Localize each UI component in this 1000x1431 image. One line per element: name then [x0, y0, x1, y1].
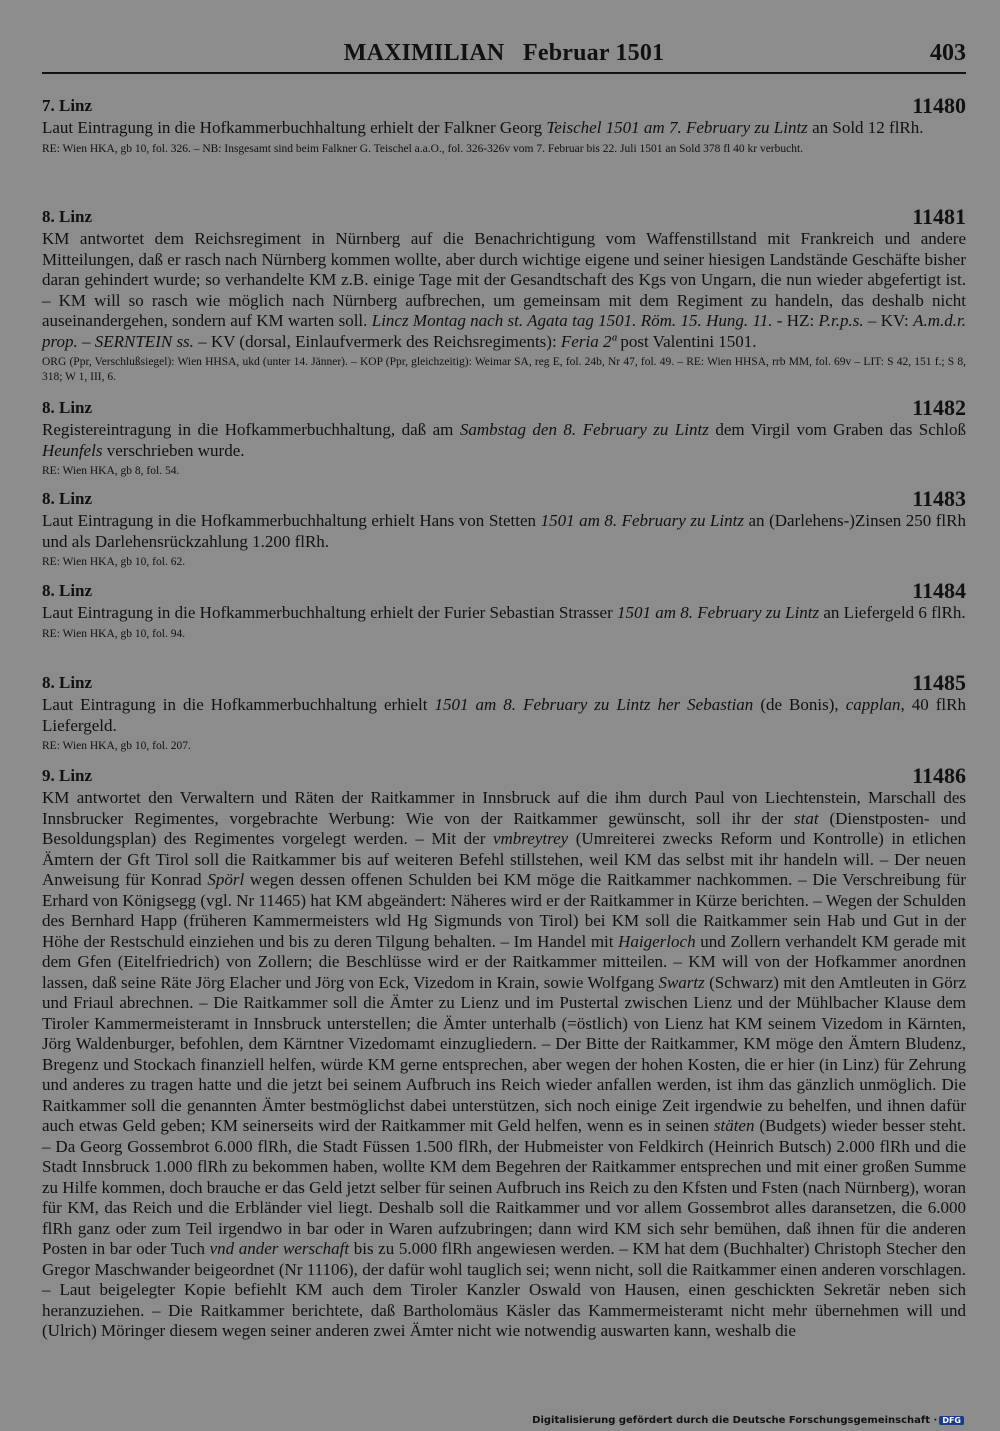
- italic-quote: 1501 am 8. February zu Lintz: [540, 511, 744, 530]
- entry-source: RE: Wien HKA, gb 10, fol. 94.: [42, 627, 186, 640]
- italic-quote: Spörl: [207, 870, 245, 889]
- italic-quote: Swartz: [658, 972, 705, 992]
- text-run: Laut Eintragung in die Hofkammerbuchhaltung erhielt der Falkner Georg: [42, 118, 547, 137]
- text-run: post Valentini 1501.: [616, 331, 757, 351]
- text-run: verschrieben wurde.: [102, 440, 245, 460]
- entry-source: RE: Wien HKA, gb 10, fol. 62.: [42, 556, 186, 568]
- text-run: (Budgets) wieder besser steht. – Da Georg Gossembrot 6.000 flRh, die Stadt Füssen 1.500 flRh, der Hubmeister von Feldkirch (Heinrich Butsch) 2.000 flRh und die Stadt Innsbruck 1.000 flRh zu bekommen haben, wollte KM dem Begehren der Raitkammer entsprechen und mit einer großen Summe zu Hilfe kommen, doch brauche er das Geld jetzt selber für seinen Aufbruch ins Reich zu den Kfsten und Fsten (nach Nürnberg), woran für KM, das Reich und die Erbländer viel liegt. Deshalb soll die Raitkammer und vor allem Gossembrot alles daransetzen, die 6.000 flRh ganz oder zum Teil irgendwo in bar oder in Waren aufzubringen; dann wird KM sich sehr bemühen, daß ihnen für die anderen Posten in bar oder Tuch: [42, 1116, 967, 1258]
- regest-entry: [42, 93, 966, 156]
- entry-text: [42, 420, 966, 461]
- italic-quote: capplan: [845, 695, 901, 714]
- italic-quote: stäten: [713, 1116, 755, 1135]
- entry-place: 7. Linz: [42, 96, 93, 115]
- italic-quote: vmbreytrey: [492, 829, 569, 848]
- italic-quote: Sambstag den 8. February zu Lintz: [459, 420, 709, 439]
- italic-quote: stat: [794, 808, 819, 828]
- text-run: (Umreiterei zwecks Reform und Kontrolle) in etlichen Ämtern der Gft Tirol soll die Raitkammer bis auf weiteren Befehl stillstehen, weil KM das selbst mit ihr handeln will. – Der neuen Anweisung für Konrad: [42, 829, 966, 889]
- text-run: - HZ:: [772, 311, 819, 330]
- regest-entry: [42, 763, 967, 1342]
- text-run: –: [77, 331, 95, 351]
- entry-place: 8. Linz: [42, 489, 93, 508]
- text-run: KM antwortet den Verwaltern und Räten der Raitkammer in Innsbruck auf die ihm durch Paul von Liechtenstein, Marschall des Innsbrucker Regimentes, vorgebrachte Werbung: Wie von der Raitkammer gewünscht, soll ihr der: [42, 788, 966, 828]
- entry-place: 9. Linz: [42, 766, 93, 785]
- text-run: Laut Eintragung in die Hofkammerbuchhaltung erhielt: [42, 695, 435, 714]
- entry-source: RE: Wien HKA, gb 10, fol. 326. – NB: Insgesamt sind beim Falkner G. Teischel a.a.O., fol. 326-326v vom 7. Februar bis 22. Juli 1501 an Sold 378 fl 40 kr verbucht.: [42, 142, 804, 155]
- entry-number: 11483: [912, 486, 966, 511]
- text-run: KM antwortet dem Reichsregiment in Nürnberg auf die Benachrichtigung vom Waffenstillstand mit Frankreich und andere Mitteilungen, daß er rasch nach Nürnberg kommen wollte, aber durch wichtige eigene und seiner hiesigen Landstände Geschäfte bisher daran gehindert wurde; so verhandelte KM z.B. einige Tage mit der Gesandtschaft des Kgs von Ungarn, die nun wieder abgefertigt ist. – KM will so rasch wie möglich nach Nürnberg aufbrechen, um gemeinsam mit dem Regiment zu handeln, das deshalb nicht auseinandergehen, sondern auf KM warten soll.: [42, 229, 966, 330]
- entry-text: [42, 118, 966, 139]
- page-title: MAXIMILIAN Februar 1501: [343, 40, 665, 66]
- text-run: bis zu 5.000 flRh angewiesen werden. – KM hat dem (Buchhalter) Christoph Stecher den Gregor Maschwander beigeordnet (Nr 11106), der dafür wohl tauglich sei; wenn nicht, soll die Raitkammer einen anderen vorschlagen. – Laut beigelegter Kopie befiehlt KM auch dem Tiroler Kanzler Oswald von Hausen, einen geschickten Sekretär neben sich heranzuziehen. – Die Raitkammer berichtete, daß Bartholomäus Käsler das Kammermeisteramt nicht mehr übernehmen will und (Ulrich) Möringer diesem wegen seiner anderen zwei Ämter nicht wie notwendig auswarten kann, weshalb die: [42, 1239, 967, 1340]
- italic-quote: Lincz Montag nach st. Agata tag 1501. Röm. 15. Hung. 11.: [371, 311, 773, 330]
- italic-quote: 1501 am 8. February zu Lintz her Sebastian: [434, 695, 754, 714]
- italic-quote: A.m.d.r. prop.: [42, 311, 967, 351]
- italic-quote: Feria 2ª: [560, 331, 617, 351]
- footer-text: Digitalisierung gefördert durch die Deutsche Forschungsgemeinschaft ·: [532, 1415, 938, 1426]
- italic-quote: vnd ander werschaft: [209, 1239, 350, 1258]
- italic-quote: P.r.p.s.: [818, 311, 864, 330]
- text-run: , 40 flRh Liefergeld.: [42, 695, 966, 735]
- text-run: an Liefergeld 6 flRh.: [819, 603, 966, 622]
- entry-source: RE: Wien HKA, gb 10, fol. 207.: [42, 740, 191, 752]
- text-run: – KV (dorsal, Einlaufvermerk des Reichsregiments):: [193, 331, 561, 351]
- regest-entry: [42, 486, 966, 570]
- text-run: und Zollern verhandelt KM gerade mit dem Gfen (Eitelfriedrich) von Zollern; die Beschlüsse wird er der Raitkammer mitteilen. – KM will von der Hofkammer anordnen lassen, daß seine Räte Jörg Elacher und Jörg von Eck, Vizedom in Krain, sowie Wolfgang: [42, 931, 967, 992]
- text-run: an (Darlehens-)Zinsen 250 flRh und als Darlehensrückzahlung 1.200 flRh.: [42, 511, 966, 551]
- dfg-logo: DFG: [939, 1416, 964, 1425]
- entry-number: 11484: [912, 578, 966, 603]
- italic-quote: Heunfels: [42, 440, 103, 460]
- text-run: – KV:: [863, 311, 914, 330]
- entry-number: 11481: [912, 204, 966, 229]
- entry-text: [42, 788, 966, 1342]
- text-run: an Sold 12 flRh.: [807, 118, 924, 137]
- entry-number: 11482: [912, 395, 966, 420]
- regest-entry: [42, 395, 966, 479]
- text-run: dem Virgil vom Graben das Schloß: [708, 420, 966, 439]
- entry-number: 11480: [912, 93, 966, 118]
- entry-place: 8. Linz: [42, 207, 93, 226]
- text-run: (Schwarz) mit den Amtleuten in Görz und Friaul abrechnen. – Die Raitkammer soll die Ämter zu Lienz und im Pustertal zwischen Lienz und der Mühlbacher Klause dem Tiroler Kammermeisteramt in Innsbruck unterstellen; die Ämter unterhalb (=östlich) von Lienz hat KM seinem Vizedom in Kärnten, Jörg Waldenburger, befohlen, dem Kärntner Vizedomamt einzugliedern. – Der Bitte der Raitkammer, KM möge den Ämtern Bludenz, Bregenz und Stockach finanziell helfen, würde KM gerne entsprechen, aber wegen der hohen Kosten, die er hier (in Linz) für Zehrung und anderes zu tragen hatte und die jetzt bei seinem Aufbruch ins Reich wieder anfallen werden, ist ihm das gänzlich unmöglich. Die Raitkammer soll die genannten Ämter bestmöglichst dabei unterstützen, sich noch einige Zeit irgendwie zu behelfen, und ihnen dafür auch etwas Geld geben; KM seinerseits wird der Raitkammer mit Geld helfen, wenn es in seinen: [42, 972, 966, 1135]
- regest-entry: [42, 670, 966, 754]
- text-run: Registereintragung in die Hofkammerbuchhaltung, daß am: [42, 420, 460, 439]
- italic-quote: Teischel 1501 am 7. February zu Lintz: [546, 118, 808, 137]
- running-header: [42, 38, 966, 74]
- entry-text: [42, 695, 966, 736]
- text-run: Laut Eintragung in die Hofkammerbuchhaltung erhielt Hans von Stetten: [42, 511, 541, 530]
- entry-text: [42, 603, 966, 624]
- entry-place: 8. Linz: [42, 398, 93, 417]
- text-run: wegen dessen offenen Schulden bei KM möge die Raitkammer nachkommen. – Die Verschreibung für Erhard von Königsegg (vgl. Nr 11465) hat KM abgeändert: Näheres wird er der Raitkammer in Kürze berichten. – Wegen der Schulden des Bernhard Happ (früheren Kammermeisters wld Hg Sigmunds von Tirol) bei KM soll die Raitkammer sein Hab und Gut in der Höhe der Restschuld einziehen und bis zu deren Tilgung behalten. – Im Handel mit: [42, 870, 967, 951]
- text-run: Laut Eintragung in die Hofkammerbuchhaltung erhielt der Furier Sebastian Strasser: [42, 603, 618, 622]
- italic-quote: SERNTEIN ss.: [94, 331, 194, 351]
- entry-number: 11485: [912, 670, 966, 695]
- entry-text: [42, 511, 966, 552]
- entry-text: [42, 229, 966, 352]
- entry-source: ORG (Ppr, Verschlußsiegel): Wien HHSA, ukd (unter 14. Jänner). – KOP (Ppr, gleichzeitig): Weimar SA, reg E, fol. 24b, Nr 47, fol. 49. – RE: Wien HHSA, rrb MM, fol. 69v – LIT: S 42, 151 f.; S 8, 318; W 1, III, 6.: [42, 356, 966, 383]
- text-run: (Dienstposten- und Besoldungsplan) des Regimentes vorgelegt werden. – Mit der: [42, 808, 966, 848]
- regest-entry: [42, 578, 966, 641]
- page-number: 403: [930, 40, 966, 66]
- entry-source: RE: Wien HKA, gb 8, fol. 54.: [42, 465, 180, 477]
- footer-credit: [532, 1415, 964, 1426]
- regest-entry: [42, 204, 967, 384]
- text-run: (de Bonis),: [753, 695, 846, 714]
- italic-quote: Haigerloch: [618, 931, 696, 951]
- entry-place: 8. Linz: [42, 673, 93, 692]
- entry-place: 8. Linz: [42, 581, 93, 600]
- entry-number: 11486: [912, 763, 966, 788]
- italic-quote: 1501 am 8. February zu Lintz: [617, 603, 820, 622]
